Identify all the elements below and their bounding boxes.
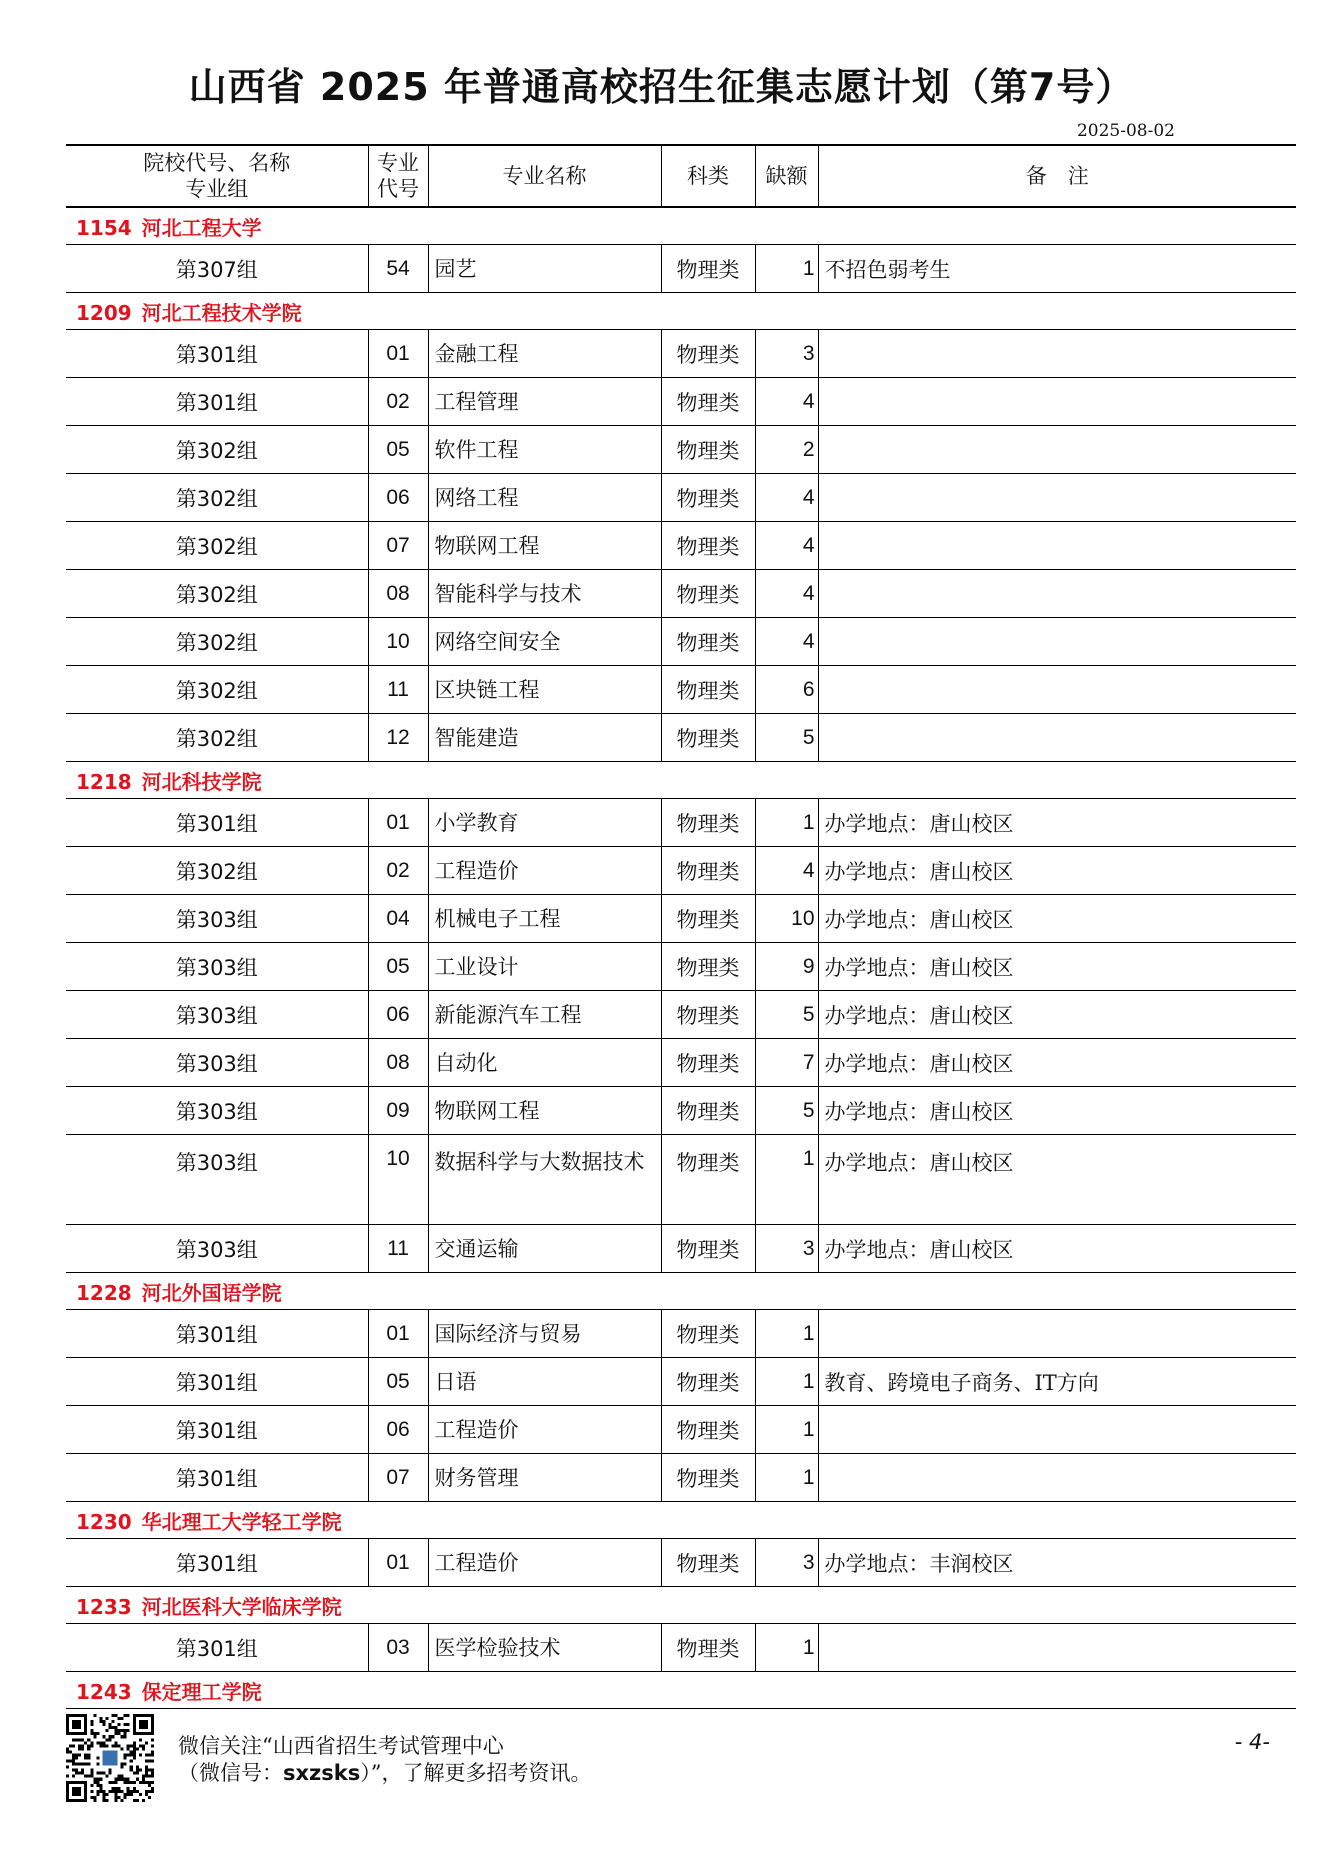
header-major-code-line2: 代号: [377, 177, 419, 201]
major-name-cell: 自动化: [428, 1039, 661, 1087]
school-row: [66, 1502, 1296, 1539]
note-cell: 办学地点：唐山校区: [818, 847, 1296, 895]
category-cell: 物理类: [661, 378, 755, 426]
quota-cell: 6: [755, 666, 818, 714]
table-row: [66, 618, 1296, 666]
category-cell: 物理类: [661, 991, 755, 1039]
group-cell: 第303组: [66, 1225, 368, 1273]
quota-cell: 1: [755, 1135, 818, 1225]
major-name-cell: 日语: [428, 1358, 661, 1406]
header-school-group-line1: 院校代号、名称: [143, 151, 291, 175]
note-cell: [818, 1406, 1296, 1454]
header-note: 备 注: [818, 145, 1296, 207]
group-cell: 第301组: [66, 378, 368, 426]
major-code-cell: 06: [368, 474, 428, 522]
school-name: 保定理工学院: [141, 1679, 262, 1704]
major-name-cell: 工程造价: [428, 847, 661, 895]
quota-cell: 4: [755, 570, 818, 618]
quota-cell: 1: [755, 1624, 818, 1672]
footer-line2-suffix: ）”，了解更多招考资讯。: [360, 1761, 592, 1785]
category-cell: 物理类: [661, 895, 755, 943]
plan-table-wrapper: [66, 144, 1296, 1709]
group-cell: 第303组: [66, 895, 368, 943]
category-cell: 物理类: [661, 474, 755, 522]
group-cell: 第302组: [66, 847, 368, 895]
school-row: [66, 207, 1296, 245]
school-cell: [66, 293, 1296, 330]
quota-cell: 1: [755, 245, 818, 293]
category-cell: 物理类: [661, 1539, 755, 1587]
major-code-cell: 06: [368, 991, 428, 1039]
major-name-cell: 交通运输: [428, 1225, 661, 1273]
note-cell: 办学地点：唐山校区: [818, 1087, 1296, 1135]
major-code-cell: 06: [368, 1406, 428, 1454]
major-name-cell: 物联网工程: [428, 522, 661, 570]
school-cell: [66, 207, 1296, 245]
major-code-cell: 10: [368, 1135, 428, 1225]
category-cell: 物理类: [661, 245, 755, 293]
group-cell: 第302组: [66, 426, 368, 474]
table-row: [66, 330, 1296, 378]
major-code-cell: 10: [368, 618, 428, 666]
quota-cell: 5: [755, 714, 818, 762]
school-row: [66, 762, 1296, 799]
category-cell: 物理类: [661, 1624, 755, 1672]
major-code-cell: 08: [368, 570, 428, 618]
plan-table: [66, 144, 1296, 1709]
group-cell: 第307组: [66, 245, 368, 293]
school-row: [66, 293, 1296, 330]
table-row: [66, 1454, 1296, 1502]
school-code: 1209: [76, 300, 132, 325]
group-cell: 第301组: [66, 799, 368, 847]
note-cell: 教育、跨境电子商务、IT方向: [818, 1358, 1296, 1406]
note-cell: 办学地点：唐山校区: [818, 1225, 1296, 1273]
school-code: 1230: [76, 1509, 132, 1534]
category-cell: 物理类: [661, 1225, 755, 1273]
note-cell: 办学地点：唐山校区: [818, 991, 1296, 1039]
group-cell: 第301组: [66, 1454, 368, 1502]
note-cell: 办学地点：丰润校区: [818, 1539, 1296, 1587]
category-cell: 物理类: [661, 522, 755, 570]
major-code-cell: 09: [368, 1087, 428, 1135]
group-cell: 第301组: [66, 1539, 368, 1587]
school-code: 1233: [76, 1594, 132, 1619]
table-row: [66, 570, 1296, 618]
major-code-cell: 02: [368, 378, 428, 426]
note-cell: [818, 618, 1296, 666]
quota-cell: 4: [755, 847, 818, 895]
table-row: [66, 1039, 1296, 1087]
school-cell: [66, 1672, 1296, 1709]
wechat-id: sxzsks: [283, 1761, 361, 1785]
table-row: [66, 474, 1296, 522]
quota-cell: 4: [755, 474, 818, 522]
note-cell: [818, 1454, 1296, 1502]
category-cell: 物理类: [661, 330, 755, 378]
group-cell: 第303组: [66, 1135, 368, 1225]
table-header-row: [66, 145, 1296, 207]
group-cell: 第302组: [66, 618, 368, 666]
quota-cell: 5: [755, 991, 818, 1039]
school-name: 河北工程大学: [141, 215, 262, 240]
category-cell: 物理类: [661, 1135, 755, 1225]
group-cell: 第302组: [66, 522, 368, 570]
major-name-cell: 小学教育: [428, 799, 661, 847]
quota-cell: 3: [755, 1539, 818, 1587]
major-code-cell: 02: [368, 847, 428, 895]
footer: [66, 1714, 1296, 1814]
category-cell: 物理类: [661, 1358, 755, 1406]
table-row: [66, 1135, 1296, 1225]
major-name-cell: 园艺: [428, 245, 661, 293]
group-cell: 第303组: [66, 991, 368, 1039]
group-cell: 第301组: [66, 1624, 368, 1672]
table-row: [66, 1225, 1296, 1273]
page-number: - 4-: [1234, 1730, 1270, 1754]
major-code-cell: 11: [368, 666, 428, 714]
quota-cell: 9: [755, 943, 818, 991]
quota-cell: 3: [755, 1225, 818, 1273]
school-name: 河北工程技术学院: [141, 300, 302, 325]
table-row: [66, 714, 1296, 762]
table-row: [66, 943, 1296, 991]
page-title: 山西省 2025 年普通高校招生征集志愿计划（第7号）: [188, 65, 1135, 109]
category-cell: 物理类: [661, 1406, 755, 1454]
category-cell: 物理类: [661, 570, 755, 618]
category-cell: 物理类: [661, 618, 755, 666]
note-cell: [818, 714, 1296, 762]
group-cell: 第301组: [66, 1310, 368, 1358]
major-name-cell: 新能源汽车工程: [428, 991, 661, 1039]
table-row: [66, 1358, 1296, 1406]
school-name: 华北理工大学轻工学院: [141, 1509, 342, 1534]
header-category: 科类: [661, 145, 755, 207]
school-cell: [66, 1502, 1296, 1539]
group-cell: 第303组: [66, 1087, 368, 1135]
table-row: [66, 991, 1296, 1039]
school-cell: [66, 1587, 1296, 1624]
group-cell: 第301组: [66, 1358, 368, 1406]
major-code-cell: 03: [368, 1624, 428, 1672]
school-code: 1154: [76, 215, 132, 240]
major-code-cell: 01: [368, 1310, 428, 1358]
table-row: [66, 1406, 1296, 1454]
table-row: [66, 1624, 1296, 1672]
note-cell: 不招色弱考生: [818, 245, 1296, 293]
group-cell: 第302组: [66, 474, 368, 522]
major-code-cell: 05: [368, 1358, 428, 1406]
quota-cell: 2: [755, 426, 818, 474]
note-cell: [818, 522, 1296, 570]
table-row: [66, 426, 1296, 474]
major-name-cell: 网络工程: [428, 474, 661, 522]
category-cell: 物理类: [661, 426, 755, 474]
note-cell: 办学地点：唐山校区: [818, 1039, 1296, 1087]
table-row: [66, 1087, 1296, 1135]
major-code-cell: 01: [368, 1539, 428, 1587]
quota-cell: 5: [755, 1087, 818, 1135]
major-name-cell: 物联网工程: [428, 1087, 661, 1135]
table-row: [66, 1539, 1296, 1587]
school-row: [66, 1672, 1296, 1709]
category-cell: 物理类: [661, 799, 755, 847]
major-name-cell: 网络空间安全: [428, 618, 661, 666]
school-cell: [66, 762, 1296, 799]
group-cell: 第303组: [66, 1039, 368, 1087]
table-row: [66, 378, 1296, 426]
table-row: [66, 895, 1296, 943]
footer-line1: 微信关注“山西省招生考试管理中心: [178, 1734, 504, 1758]
group-cell: 第303组: [66, 943, 368, 991]
major-name-cell: 软件工程: [428, 426, 661, 474]
quota-cell: 4: [755, 378, 818, 426]
school-name: 河北医科大学临床学院: [141, 1594, 342, 1619]
group-cell: 第301组: [66, 1406, 368, 1454]
school-row: [66, 1587, 1296, 1624]
note-cell: [818, 378, 1296, 426]
quota-cell: 1: [755, 1358, 818, 1406]
major-code-cell: 07: [368, 1454, 428, 1502]
note-cell: [818, 426, 1296, 474]
quota-cell: 1: [755, 1454, 818, 1502]
header-school-group-line2: 专业组: [185, 177, 249, 201]
note-cell: [818, 474, 1296, 522]
major-code-cell: 08: [368, 1039, 428, 1087]
major-code-cell: 11: [368, 1225, 428, 1273]
category-cell: 物理类: [661, 1039, 755, 1087]
table-row: [66, 1310, 1296, 1358]
publish-date: 2025-08-02: [1076, 121, 1175, 141]
school-name: 河北科技学院: [141, 769, 262, 794]
quota-cell: 10: [755, 895, 818, 943]
category-cell: 物理类: [661, 1310, 755, 1358]
major-name-cell: 金融工程: [428, 330, 661, 378]
major-name-cell: 数据科学与大数据技术: [428, 1135, 661, 1225]
table-body: [66, 207, 1296, 1709]
group-cell: 第302组: [66, 666, 368, 714]
table-row: [66, 245, 1296, 293]
major-code-cell: 01: [368, 799, 428, 847]
footer-line2-prefix: （微信号：: [178, 1761, 283, 1785]
quota-cell: 3: [755, 330, 818, 378]
major-name-cell: 智能建造: [428, 714, 661, 762]
note-cell: 办学地点：唐山校区: [818, 799, 1296, 847]
major-code-cell: 05: [368, 426, 428, 474]
school-code: 1243: [76, 1679, 132, 1704]
major-name-cell: 区块链工程: [428, 666, 661, 714]
group-cell: 第301组: [66, 330, 368, 378]
major-name-cell: 工程造价: [428, 1406, 661, 1454]
footer-line2: [178, 1757, 591, 1787]
major-name-cell: 工程造价: [428, 1539, 661, 1587]
quota-cell: 7: [755, 1039, 818, 1087]
major-name-cell: 智能科学与技术: [428, 570, 661, 618]
major-name-cell: 工程管理: [428, 378, 661, 426]
note-cell: 办学地点：唐山校区: [818, 895, 1296, 943]
header-quota: 缺额: [755, 145, 818, 207]
category-cell: 物理类: [661, 847, 755, 895]
major-code-cell: 07: [368, 522, 428, 570]
note-cell: [818, 1310, 1296, 1358]
category-cell: 物理类: [661, 1454, 755, 1502]
table-row: [66, 847, 1296, 895]
quota-cell: 1: [755, 1406, 818, 1454]
quota-cell: 1: [755, 1310, 818, 1358]
group-cell: 第302组: [66, 714, 368, 762]
school-row: [66, 1273, 1296, 1310]
table-row: [66, 522, 1296, 570]
category-cell: 物理类: [661, 1087, 755, 1135]
group-cell: 第302组: [66, 570, 368, 618]
note-cell: [818, 1624, 1296, 1672]
note-cell: 办学地点：唐山校区: [818, 1135, 1296, 1225]
category-cell: 物理类: [661, 943, 755, 991]
header-major-code: [368, 145, 428, 207]
school-cell: [66, 1273, 1296, 1310]
quota-cell: 4: [755, 522, 818, 570]
school-name: 河北外国语学院: [141, 1280, 282, 1305]
major-name-cell: 工业设计: [428, 943, 661, 991]
qr-code-icon: [66, 1714, 154, 1802]
header-school-group: [66, 145, 368, 207]
major-name-cell: 财务管理: [428, 1454, 661, 1502]
note-cell: [818, 666, 1296, 714]
major-code-cell: 04: [368, 895, 428, 943]
quota-cell: 4: [755, 618, 818, 666]
category-cell: 物理类: [661, 666, 755, 714]
quota-cell: 1: [755, 799, 818, 847]
major-name-cell: 机械电子工程: [428, 895, 661, 943]
note-cell: 办学地点：唐山校区: [818, 943, 1296, 991]
table-row: [66, 799, 1296, 847]
major-name-cell: 国际经济与贸易: [428, 1310, 661, 1358]
major-code-cell: 12: [368, 714, 428, 762]
note-cell: [818, 570, 1296, 618]
major-name-cell: 医学检验技术: [428, 1624, 661, 1672]
table-row: [66, 666, 1296, 714]
note-cell: [818, 330, 1296, 378]
major-code-cell: 54: [368, 245, 428, 293]
major-code-cell: 01: [368, 330, 428, 378]
header-major-name: 专业名称: [428, 145, 661, 207]
major-code-cell: 05: [368, 943, 428, 991]
header-major-code-line1: 专业: [377, 151, 419, 175]
school-code: 1228: [76, 1280, 132, 1305]
school-code: 1218: [76, 769, 132, 794]
category-cell: 物理类: [661, 714, 755, 762]
